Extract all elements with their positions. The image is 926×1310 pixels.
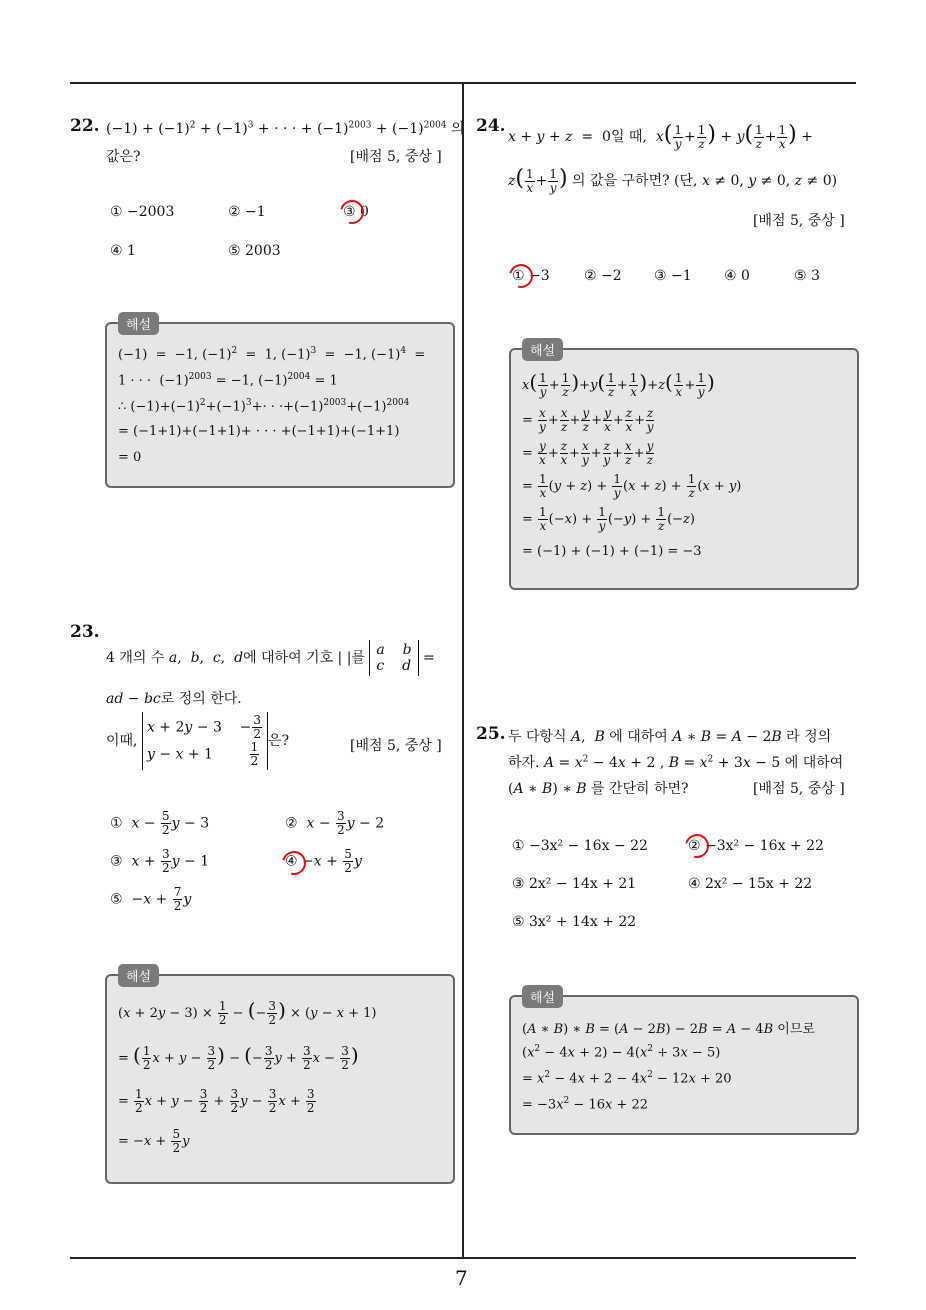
q24-stem-1: x + y + z = 0일 때, x( $\frac{1}{y}$ + $\frac{1}{z}$ ) + y( $\frac{1}{z}$ + $\frac{1}{x}$ ) + [508,122,813,151]
q23-choice-3[interactable]: ③ x + $\frac{3}{2}$ y − 1 [110,847,210,875]
q22-choice-3[interactable]: ③ 0 [343,204,369,220]
q25-number: 25. [476,724,506,744]
q22-choice-2[interactable]: ② −1 [228,204,266,220]
q25-choice-4[interactable]: ④ 2x² − 15x + 22 [688,876,813,892]
q23-number: 23. [70,622,100,642]
q23-stem-1: 4 개의 수 a, b, c, d에 대하여 기호 | |를 a b c d = [106,642,435,674]
q24-solution-tag: 해설 [522,338,563,361]
column-divider [462,84,464,1257]
q25-solution-tag: 해설 [522,985,563,1008]
q24-choice-4[interactable]: ④ 0 [724,268,750,284]
q25-stem-1: 두 다항식 A, B 에 대하여 A ∗ B = A − 2B 라 정의 [508,729,832,745]
q23-choice-1[interactable]: ① x − $\frac{5}{2}$ y − 3 [110,809,210,837]
q25-choice-5[interactable]: ⑤ 3x² + 14x + 22 [512,914,637,930]
q23-stem-2: ad − bc로 정의 한다. [106,691,242,707]
q23-solution-tag: 해설 [118,964,159,987]
q24-choice-2[interactable]: ② −2 [584,268,622,284]
q23-choice-4[interactable]: ④ −x + $\frac{5}{2}$ y [285,847,362,875]
q22-solution-tag: 해설 [118,312,159,335]
q25-answer-mark [681,830,714,863]
q24-score: [배점 5, 중상 ] [753,213,845,229]
page-number: 7 [455,1266,468,1290]
q25-solution-box [509,995,859,1135]
q25-score: [배점 5, 중상 ] [753,781,845,797]
q25-choice-2[interactable]: ② −3x² − 16x + 22 [688,838,824,854]
q24-number: 24. [476,116,506,136]
q25-stem-2: 하자. $A = x^2 - 4x + 2$ , $B = x^2 + 3x - 5$ 에 대하여 [508,754,844,771]
bottom-rule [70,1257,856,1259]
q24-stem-2: z( $\frac{1}{x}$ + $\frac{1}{y}$ ) 의 값을 구하면? (단, x ≠ 0, y ≠ 0, z ≠ 0) [508,166,838,195]
q23-choice-2[interactable]: ② x − $\frac{3}{2}$ y − 2 [285,809,385,837]
q23-stem-3: 이때, x + 2y − 3 − $\frac{3}{2}$ y − x + 1 $\frac{1}{2}$ 은? [106,713,290,768]
q25-stem-3: (A ∗ B) ∗ B 를 간단히 하면? [508,781,689,797]
q25-choice-3[interactable]: ③ 2x² − 14x + 21 [512,876,637,892]
q22-answer-mark [336,196,369,229]
q23-choice-5[interactable]: ⑤ −x + $\frac{7}{2}$ y [110,885,192,913]
q22-number: 22. [70,116,100,136]
q22-stem-2: 값은? [106,149,141,165]
q22-score: [배점 5, 중상 ] [350,149,442,165]
q24-choice-5[interactable]: ⑤ 3 [794,268,820,284]
q22-choice-5[interactable]: ⑤ 2003 [228,243,281,259]
q24-choice-1[interactable]: ① −3 [512,268,550,284]
q24-answer-mark [505,260,538,293]
q23-score: [배점 5, 중상 ] [350,738,442,754]
q25-choice-1[interactable]: ① −3x² − 16x − 22 [512,838,648,854]
q22-choice-4[interactable]: ④ 1 [110,243,136,259]
q22-stem: $(-1) + (-1)^2 + (-1)^3$ + · · · + $(-1)^{2003} + (-1)^{2004}$ 의 [106,120,465,137]
q24-choice-3[interactable]: ③ −1 [654,268,692,284]
q22-choice-1[interactable]: ① −2003 [110,204,175,220]
